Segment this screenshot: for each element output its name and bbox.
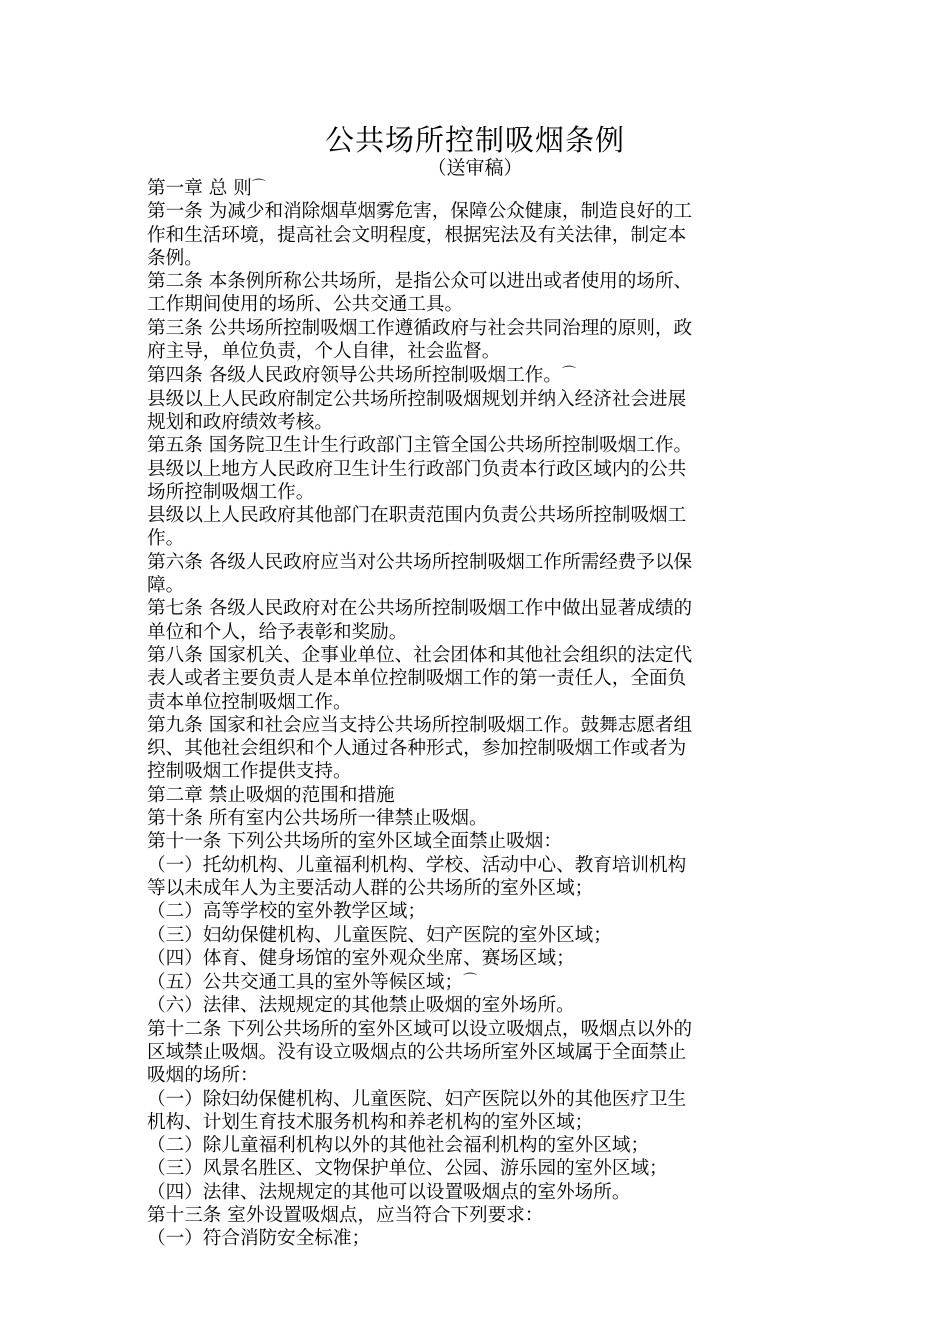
- text-line: 第二条 本条例所称公共场所，是指公众可以进出或者使用的场所、: [147, 271, 693, 293]
- text-line: 第十三条 室外设置吸烟点，应当符合下列要求：: [147, 1205, 544, 1227]
- text-line: 府主导，单位负责，个人自律，社会监督。: [147, 341, 501, 363]
- text-line: 表人或者主要负责人是本单位控制吸烟工作的第一责任人，全面负: [147, 668, 687, 690]
- list-item: （一）符合消防安全标准；: [147, 1228, 371, 1250]
- chapter-heading: 第二章 禁止吸烟的范围和措施: [147, 784, 395, 806]
- text-line: 机构、计划生育技术服务机构和养老机构的室外区域；: [147, 1111, 594, 1133]
- text-line: 规划和政府绩效考核。: [147, 411, 333, 433]
- text-line: 第九条 国家和社会应当支持公共场所控制吸烟工作。鼓舞志愿者组: [147, 714, 693, 736]
- text-line: 县级以上人民政府制定公共场所控制吸烟规划并纳入经济社会进展: [147, 388, 687, 410]
- text-line: 第三条 公共场所控制吸烟工作遵循政府与社会共同治理的原则，政: [147, 317, 693, 339]
- text-line: 作。: [147, 528, 185, 550]
- text-line: 第四条 各级人民政府领导公共场所控制吸烟工作。⌒: [147, 365, 576, 387]
- text-line: 工作期间使用的场所、公共交通工具。: [147, 294, 464, 316]
- text-line: 吸烟的场所：: [147, 1065, 259, 1087]
- list-item: （四）法律、法规规定的其他可以设置吸烟点的室外场所。: [147, 1181, 631, 1203]
- text-line: 第十二条 下列公共场所的室外区域可以设立吸烟点，吸烟点以外的: [147, 1018, 693, 1040]
- edit-mark-icon: ⌒: [251, 179, 266, 195]
- list-item: （二）高等学校的室外教学区域；: [147, 901, 426, 923]
- list-item: （六）法律、法规规定的其他禁止吸烟的室外场所。: [147, 995, 575, 1017]
- text-line: 单位和个人，给予表彰和奖励。: [147, 621, 408, 643]
- list-item: （一）除妇幼保健机构、儿童医院、妇产医院以外的其他医疗卫生: [147, 1088, 687, 1110]
- edit-mark-icon: ⌒: [463, 973, 478, 990]
- text-line: 县级以上地方人民政府卫生计生行政部门负责本行政区域内的公共: [147, 458, 687, 480]
- text-line: 第十条 所有室内公共场所一律禁止吸烟。: [147, 808, 488, 830]
- text-line: 第十一条 下列公共场所的室外区域全面禁止吸烟：: [147, 831, 562, 853]
- text-line: 第七条 各级人民政府对在公共场所控制吸烟工作中做出显著成绩的: [147, 598, 693, 620]
- text-line: 第六条 各级人民政府应当对公共场所控制吸烟工作所需经费予以保: [147, 551, 693, 573]
- list-item: （二）除儿童福利机构以外的其他社会福利机构的室外区域；: [147, 1135, 650, 1157]
- edit-mark-icon: ⌒: [561, 366, 576, 383]
- list-item: （四）体育、健身场馆的室外观众坐席、赛场区域；: [147, 947, 575, 969]
- text-line: 第八条 国家机关、企事业单位、社会团体和其他社会组织的法定代: [147, 644, 693, 666]
- list-item: （一）托幼机构、儿童福利机构、学校、活动中心、教育培训机构: [147, 854, 687, 876]
- chapter-heading: 第一章 总 则⌒: [147, 178, 266, 199]
- document-subtitle: （送审稿）: [427, 157, 523, 179]
- text-line: 县级以上人民政府其他部门在职责范围内负责公共场所控制吸烟工: [147, 505, 687, 527]
- text-line: 区域禁止吸烟。没有设立吸烟点的公共场所室外区域属于全面禁止: [147, 1041, 687, 1063]
- text-line: 责本单位控制吸烟工作。: [147, 691, 352, 713]
- text-line: 场所控制吸烟工作。: [147, 481, 315, 503]
- list-item: （三）风景名胜区、文物保护单位、公园、游乐园的室外区域；: [147, 1158, 668, 1180]
- document-body: [147, 176, 807, 1251]
- list-item: （三）妇幼保健机构、儿童医院、妇产医院的室外区域；: [147, 924, 612, 946]
- text-line: 控制吸烟工作提供支持。: [147, 761, 352, 783]
- document-title: 公共场所控制吸烟条例: [324, 123, 625, 157]
- list-item: （五）公共交通工具的室外等候区域；⌒: [147, 972, 478, 994]
- text-line: 等以未成年人为主要活动人群的公共场所的室外区域；: [147, 877, 594, 899]
- text-line: 作和生活环境，提高社会文明程度，根据宪法及有关法律，制定本: [147, 224, 687, 246]
- text-line: 障。: [147, 575, 185, 597]
- text-line: 条例。: [147, 247, 203, 269]
- text-line: 第五条 国务院卫生计生行政部门主管全国公共场所控制吸烟工作。: [147, 435, 693, 457]
- text-line: 织、其他社会组织和个人通过各种形式，参加控制吸烟工作或者为: [147, 738, 687, 760]
- text-line: 第一条 为减少和消除烟草烟雾危害，保障公众健康，制造良好的工: [147, 201, 693, 223]
